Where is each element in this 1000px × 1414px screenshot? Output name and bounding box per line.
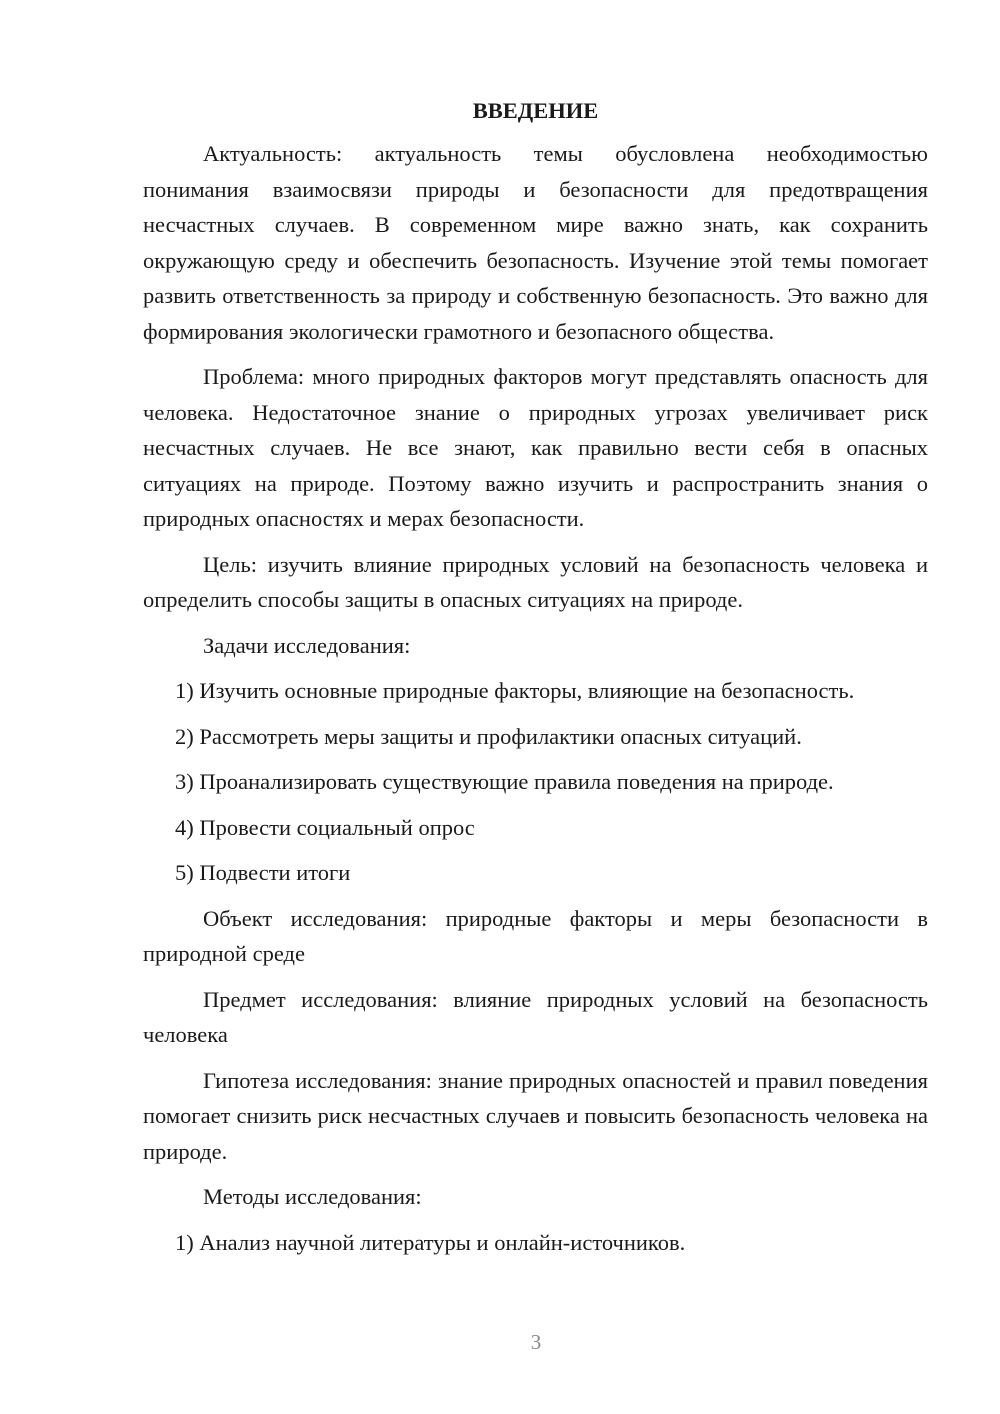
subject-paragraph: Предмет исследования: влияние природных условий на безопасность человека — [143, 986, 928, 1047]
hypothesis-paragraph: Гипотеза исследования: знание природных опасностей и правил поведения помогает снизить риск несчастных случаев и повысить безопасность человека на природе. — [143, 1067, 928, 1164]
task-item: 3) Проанализировать существующие правила поведения на природе. — [175, 769, 834, 794]
methods-title: Методы исследования: — [203, 1184, 422, 1209]
object-paragraph: Объект исследования: природные факторы и меры безопасности в природной среде — [143, 905, 928, 966]
problem-paragraph: Проблема: много природных факторов могут представлять опасность для человека. Недостаточное знание о природных угрозах увеличивает риск несчастных случаев. Не все знают, как правильно вести себя в опасных ситуациях на природе. Поэтому важно изучить и распространить знания о природных опасностях и мерах безопасности. — [143, 364, 928, 531]
relevance-paragraph: Актуальность: актуальность темы обусловлена необходимостью понимания взаимосвязи природы и безопасности для предотвращения несчастных случаев. В современном мире важно знать, как сохранить окружающую среду и обеспечить безопасность. Изучение этой темы помогает развить ответственность за природу и собственную безопасность. Это важно для формирования экологически грамотного и безопасного общества. — [143, 141, 928, 344]
task-item: 2) Рассмотреть меры защиты и профилактики опасных ситуаций. — [175, 723, 802, 749]
page-number: 3 — [530, 1330, 542, 1354]
task-item: 1) Изучить основные природные факторы, влияющие на безопасность. — [175, 678, 855, 703]
section-heading: ВВЕДЕНИЕ — [472, 98, 599, 123]
task-item: 5) Подвести итоги — [175, 860, 351, 885]
tasks-title: Задачи исследования: — [203, 632, 411, 658]
document-page — [143, 96, 928, 1270]
method-item: 1) Анализ научной литературы и онлайн-источников. — [175, 1229, 686, 1255]
task-item: 4) Провести социальный опрос — [175, 814, 475, 840]
goal-paragraph: Цель: изучить влияние природных условий на безопасность человека и определить способы защиты в опасных ситуациях на природе. — [143, 551, 928, 612]
